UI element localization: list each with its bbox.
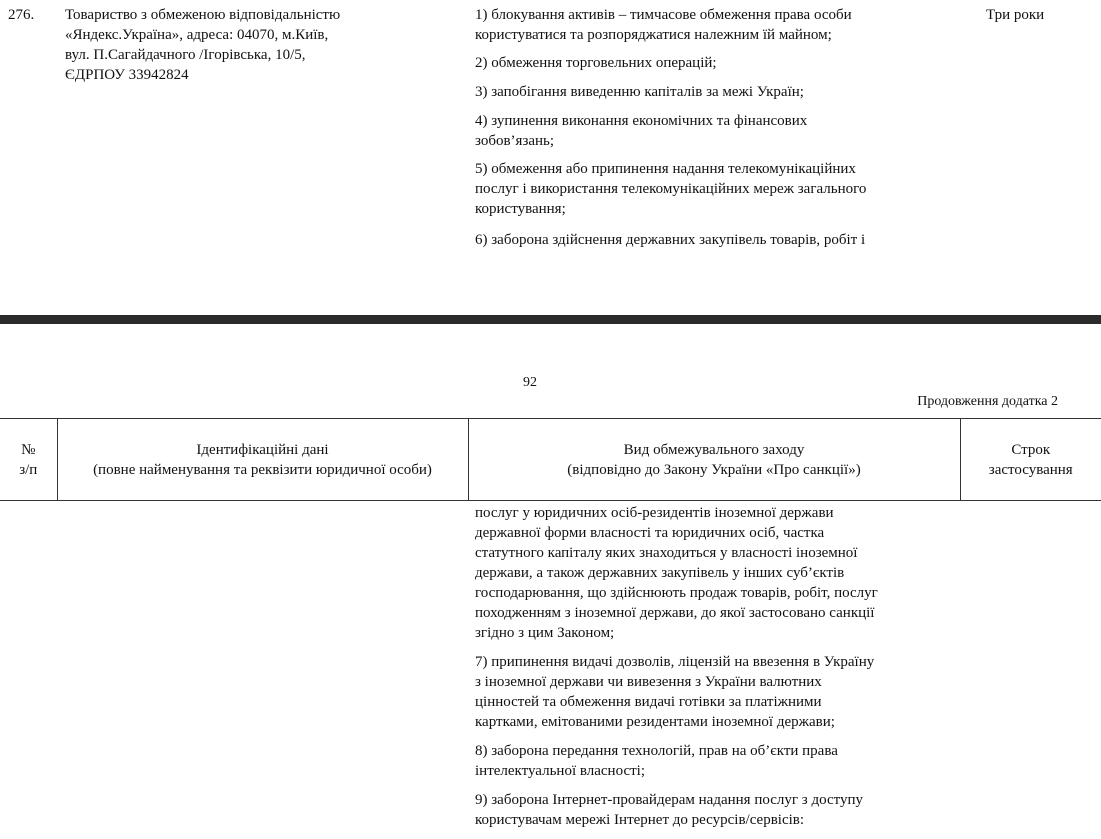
measure-line: послуг і використання телекомунікаційних мереж загального bbox=[475, 181, 867, 197]
continued-measure-6 bbox=[475, 503, 878, 643]
page-number: 92 bbox=[523, 375, 537, 390]
header-text: з/п bbox=[19, 461, 38, 478]
measure-line: 2) обмеження торговельних операцій; bbox=[475, 55, 717, 71]
entity-line: ЄДРПОУ 33942824 bbox=[65, 67, 189, 83]
measure-item-3 bbox=[475, 82, 804, 102]
header-text: (відповідно до Закону України «Про санкції») bbox=[567, 461, 861, 478]
continued-measure-9 bbox=[475, 790, 863, 830]
measure-line: походженням з іноземної держави, до якої застосовано санкції bbox=[475, 605, 875, 621]
header-text: Ідентифікаційні дані bbox=[196, 441, 329, 458]
measure-line: користувачам мережі Інтернет до ресурсів/сервісів: bbox=[475, 812, 805, 828]
entity-line: вул. П.Сагайдачного /Ігорівська, 10/5, bbox=[65, 47, 306, 63]
header-text: Строк bbox=[1011, 441, 1051, 458]
measure-line: згідно з цим Законом; bbox=[475, 625, 615, 641]
header-entity-column bbox=[57, 419, 468, 501]
continuation-note: Продовження додатка 2 bbox=[917, 394, 1058, 409]
header-term-column bbox=[960, 419, 1101, 501]
measure-line: користуватися та розпоряджатися належним їй майном; bbox=[475, 27, 832, 43]
measure-line: 4) зупинення виконання економічних та фінансових bbox=[475, 113, 808, 129]
measure-line: держави, а також державних закупівель у інших суб’єктів bbox=[475, 565, 845, 581]
header-number-column bbox=[0, 419, 57, 501]
measure-line: 5) обмеження або припинення надання телекомунікаційних bbox=[475, 161, 856, 177]
measure-line: послуг у юридичних осіб-резидентів іноземної держави bbox=[475, 505, 834, 521]
term-value: Три роки bbox=[986, 7, 1045, 23]
measure-line: 9) заборона Інтернет-провайдерам надання послуг з доступу bbox=[475, 792, 864, 808]
header-text: (повне найменування та реквізити юридичної особи) bbox=[93, 461, 432, 478]
measure-line: зобов’язань; bbox=[475, 133, 555, 149]
entity-line: «Яндекс.Україна», адреса: 04070, м.Київ, bbox=[65, 27, 329, 43]
measure-item-1 bbox=[475, 5, 852, 45]
continued-measure-7 bbox=[475, 652, 874, 732]
measure-line: 6) заборона здійснення державних закупівель товарів, робіт і bbox=[475, 232, 866, 248]
measure-line: з іноземної держави чи вивезення з України валютних bbox=[475, 674, 822, 690]
measure-item-6 bbox=[475, 230, 865, 250]
measure-line: користування; bbox=[475, 201, 566, 217]
entity-line: Товариство з обмеженою відповідальністю bbox=[65, 7, 341, 23]
measure-line: державної форми власності та юридичних осіб, частка bbox=[475, 525, 825, 541]
header-row bbox=[0, 419, 1101, 501]
measure-line: 7) припинення видачі дозволів, ліцензій на ввезення в Україну bbox=[475, 654, 875, 670]
row-number: 276. bbox=[8, 7, 35, 23]
measure-line: 1) блокування активів – тимчасове обмеження права особи bbox=[475, 7, 852, 23]
header-text: застосування bbox=[988, 461, 1073, 478]
measure-line: 3) запобігання виведенню капіталів за межі Україн; bbox=[475, 84, 804, 100]
page-divider bbox=[0, 315, 1101, 324]
measure-line: цінностей та обмеження видачі готівки за платіжними bbox=[475, 694, 822, 710]
header-measure-column bbox=[468, 419, 960, 501]
entity-details bbox=[65, 5, 340, 85]
measure-item-2 bbox=[475, 53, 717, 73]
measure-item-4 bbox=[475, 111, 807, 151]
header-text: № bbox=[21, 441, 36, 458]
measure-item-5 bbox=[475, 159, 866, 219]
table-header bbox=[0, 418, 1101, 501]
measure-line: господарювання, що здійснюють продаж товарів, робіт, послуг bbox=[475, 585, 878, 601]
measure-line: картками, емітованими резидентами іноземної держави; bbox=[475, 714, 835, 730]
measure-line: статутного капіталу яких знаходиться у власності іноземної bbox=[475, 545, 858, 561]
measure-line: 8) заборона передання технологій, прав на об’єкти права bbox=[475, 743, 838, 759]
header-text: Вид обмежувального заходу bbox=[623, 441, 805, 458]
continued-measure-8 bbox=[475, 741, 838, 781]
measure-line: інтелектуальної власності; bbox=[475, 763, 645, 779]
